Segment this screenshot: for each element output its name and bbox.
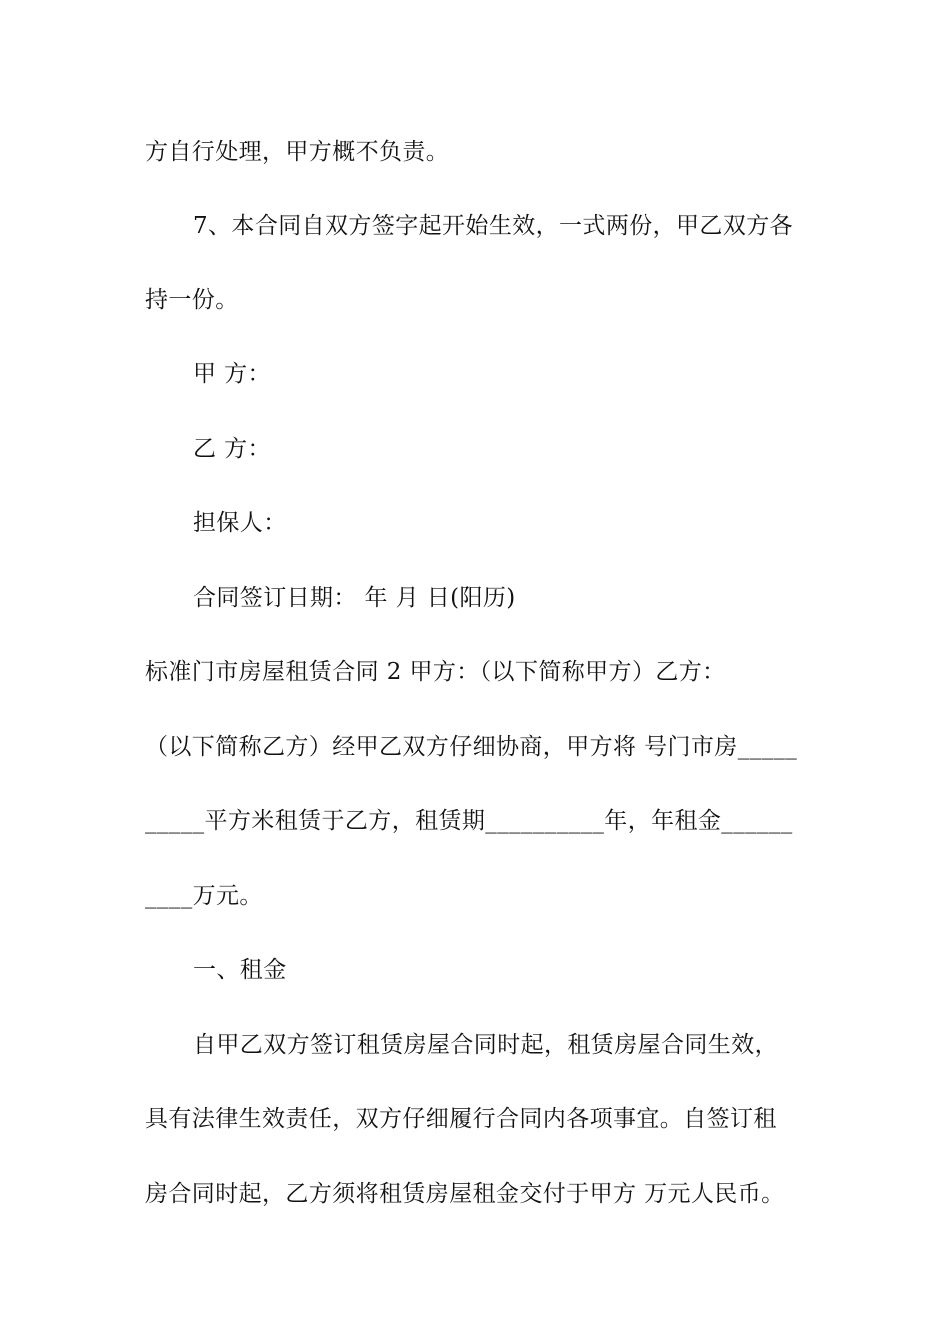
text-line-15: 房合同时起，乙方须将租赁房屋租金交付于甲方 万元人民币。 xyxy=(145,1181,785,1207)
contract-title-line: 标准门市房屋租赁合同 2 甲方：（以下简称甲方）乙方： xyxy=(145,659,726,685)
sign-date-line: 合同签订日期： 年 月 日(阳历) xyxy=(193,585,516,611)
text-line-2: 7、本合同自双方签字起开始生效，一式两份，甲乙双方各 xyxy=(193,213,794,239)
text-line-1: 方自行处理，甲方概不负责。 xyxy=(145,139,450,165)
guarantor-line: 担保人： xyxy=(193,510,287,536)
party-a-line: 甲 方： xyxy=(193,361,271,387)
text-line-14: 具有法律生效责任，双方仔细履行合同内各项事宜。自签订租 xyxy=(145,1106,777,1132)
text-line-13: 自甲乙双方签订租赁房屋合同时起，租赁房屋合同生效， xyxy=(193,1032,778,1058)
section-heading-rent: 一、租金 xyxy=(193,957,287,983)
text-line-10: _____平方米租赁于乙方，租赁期__________年，年租金______ xyxy=(145,808,793,834)
party-b-line: 乙 方： xyxy=(193,436,271,462)
text-line-11: ____万元。 xyxy=(145,883,263,909)
text-line-9: （以下简称乙方）经甲乙双方仔细协商，甲方将 号门市房_____ xyxy=(145,734,798,760)
text-line-3: 持一份。 xyxy=(145,287,239,313)
